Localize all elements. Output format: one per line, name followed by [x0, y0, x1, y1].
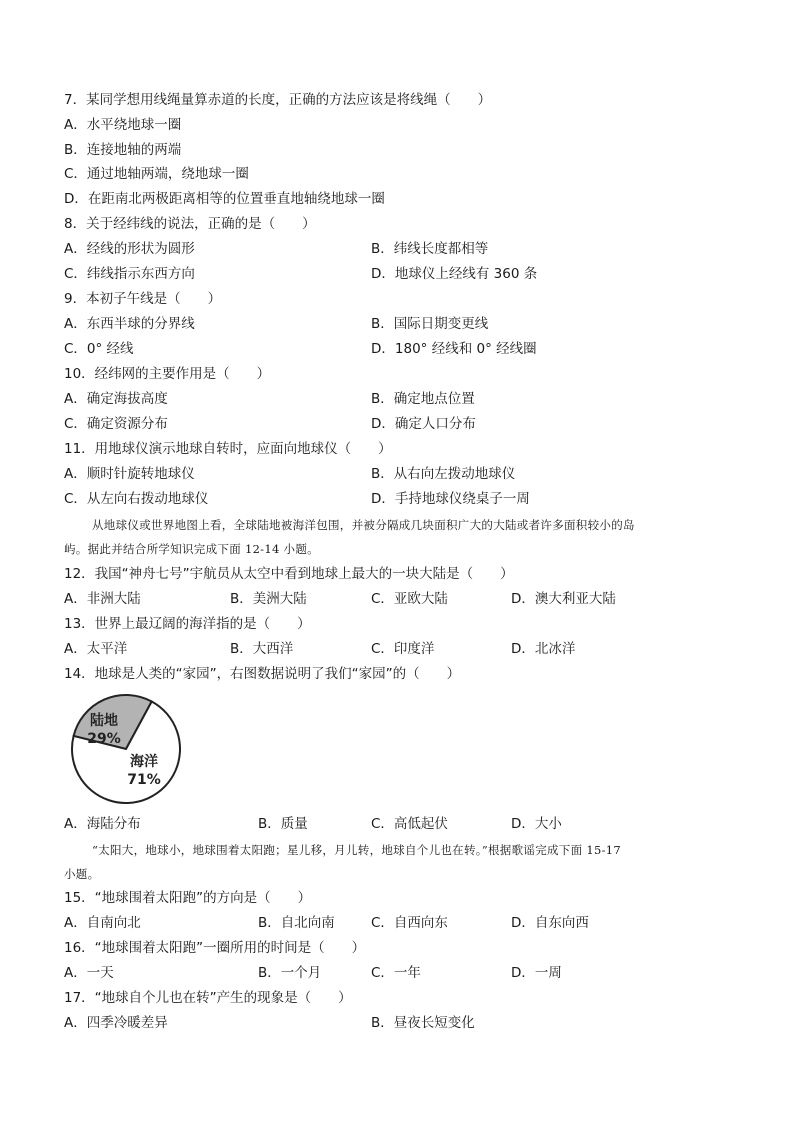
passage-2-line-1: “太阳大，地球小，地球围着太阳跑；星儿移，月儿转，地球自个儿也在转。”根据歌谣完成下面 15-17	[92, 843, 622, 857]
q8-option-c[interactable]: C．纬线指示东西方向	[64, 266, 195, 282]
question-10-stem: 10．经纬网的主要作用是（ ）	[64, 366, 271, 382]
q17-option-b[interactable]: B．昼夜长短变化	[371, 1015, 475, 1031]
reading-passage-12-14	[64, 513, 732, 561]
q7-option-d[interactable]: D．在距南北两极距离相等的位置垂直地轴绕地球一圈	[64, 191, 385, 207]
pie-label-sea: 海洋	[130, 754, 158, 770]
q8-option-d[interactable]: D．地球仪上经线有 360 条	[371, 266, 538, 282]
q10-option-d[interactable]: D．确定人口分布	[371, 416, 476, 432]
q7-option-a[interactable]: A．水平绕地球一圈	[64, 117, 182, 133]
q11-option-d[interactable]: D．手持地球仪绕桌子一周	[371, 491, 530, 507]
q14-option-c[interactable]: C．高低起伏	[371, 816, 448, 832]
q13-option-a[interactable]: A．太平洋	[64, 641, 128, 657]
q15-option-d[interactable]: D．自东向西	[511, 915, 589, 931]
reading-passage-15-17	[64, 838, 732, 886]
q16-option-a[interactable]: A．一天	[64, 965, 114, 981]
question-9-stem: 9．本初子午线是（ ）	[64, 291, 222, 307]
q16-option-c[interactable]: C．一年	[371, 965, 421, 981]
question-11-stem: 11．用地球仪演示地球自转时，应面向地球仪（ ）	[64, 441, 392, 457]
q16-option-b[interactable]: B．一个月	[258, 965, 322, 981]
q10-option-c[interactable]: C．确定资源分布	[64, 416, 168, 432]
q7-option-c[interactable]: C．通过地轴两端，绕地球一圈	[64, 166, 249, 182]
q13-option-d[interactable]: D．北冰洋	[511, 641, 576, 657]
land-sea-pie-chart	[66, 693, 186, 805]
q15-option-b[interactable]: B．自北向南	[258, 915, 335, 931]
q9-option-d[interactable]: D．180° 经线和 0° 经线圈	[371, 341, 537, 357]
q9-option-c[interactable]: C．0° 经线	[64, 341, 134, 357]
q14-option-d[interactable]: D．大小	[511, 816, 562, 832]
q13-option-c[interactable]: C．印度洋	[371, 641, 435, 657]
q14-option-b[interactable]: B．质量	[258, 816, 308, 832]
q13-option-b[interactable]: B．大西洋	[230, 641, 294, 657]
question-13-stem: 13．世界上最辽阔的海洋指的是（ ）	[64, 616, 311, 632]
q15-option-c[interactable]: C．自西向东	[371, 915, 448, 931]
q10-option-b[interactable]: B．确定地点位置	[371, 391, 475, 407]
q16-option-d[interactable]: D．一周	[511, 965, 562, 981]
q9-option-b[interactable]: B．国际日期变更线	[371, 316, 489, 332]
pie-value-land: 29%	[87, 731, 121, 747]
passage-2-line-2: 小题。	[64, 867, 100, 881]
q10-option-a[interactable]: A．确定海拔高度	[64, 391, 168, 407]
q8-option-b[interactable]: B．纬线长度都相等	[371, 241, 489, 257]
q12-option-a[interactable]: A．非洲大陆	[64, 591, 141, 607]
question-8-stem: 8．关于经纬线的说法，正确的是（ ）	[64, 216, 316, 232]
question-14-stem: 14．地球是人类的“家园”，右图数据说明了我们“家园”的（ ）	[64, 666, 461, 682]
question-15-stem: 15．“地球围着太阳跑”的方向是（ ）	[64, 890, 312, 906]
pie-label-land: 陆地	[90, 713, 118, 729]
q12-option-d[interactable]: D．澳大利亚大陆	[511, 591, 616, 607]
passage-1-line-2: 屿。据此并结合所学知识完成下面 12-14 小题。	[64, 542, 319, 556]
q14-option-a[interactable]: A．海陆分布	[64, 816, 141, 832]
q8-option-a[interactable]: A．经线的形状为圆形	[64, 241, 195, 257]
question-7-stem: 7．某同学想用线绳量算赤道的长度，正确的方法应该是将线绳（ ）	[64, 92, 492, 108]
pie-value-sea: 71%	[127, 772, 161, 788]
q7-option-b[interactable]: B．连接地轴的两端	[64, 142, 182, 158]
question-17-stem: 17．“地球自个儿也在转”产生的现象是（ ）	[64, 990, 352, 1006]
q15-option-a[interactable]: A．自南向北	[64, 915, 141, 931]
q11-option-a[interactable]: A．顺时针旋转地球仪	[64, 466, 195, 482]
question-12-stem: 12．我国“神舟七号”宇航员从太空中看到地球上最大的一块大陆是（ ）	[64, 566, 514, 582]
q12-option-b[interactable]: B．美洲大陆	[230, 591, 307, 607]
q17-option-a[interactable]: A．四季冷暖差异	[64, 1015, 168, 1031]
q9-option-a[interactable]: A．东西半球的分界线	[64, 316, 195, 332]
passage-1-line-1: 从地球仪或世界地图上看，全球陆地被海洋包围，并被分隔成几块面积广大的大陆或者许多面积较小的岛	[92, 518, 635, 532]
question-16-stem: 16．“地球围着太阳跑”一圈所用的时间是（ ）	[64, 940, 366, 956]
q11-option-c[interactable]: C．从左向右拨动地球仪	[64, 491, 209, 507]
q12-option-c[interactable]: C．亚欧大陆	[371, 591, 448, 607]
q11-option-b[interactable]: B．从右向左拨动地球仪	[371, 466, 516, 482]
